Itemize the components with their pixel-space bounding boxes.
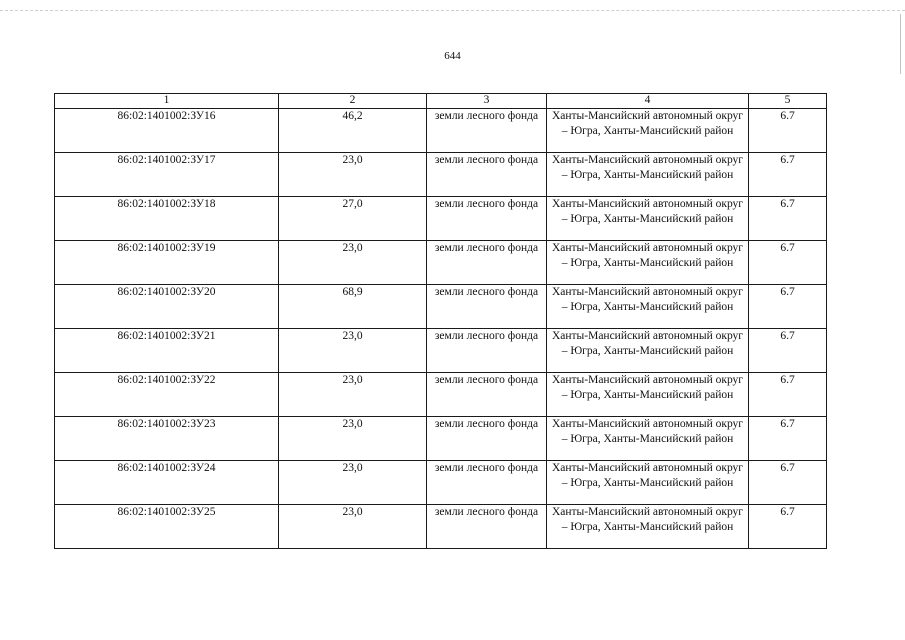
cell-code: 6.7 <box>749 285 827 329</box>
cell-cadastral-number: 86:02:1401002:ЗУ17 <box>55 153 279 197</box>
cell-location: Ханты-Мансийский автономный округ – Югра, Ханты-Мансийский район <box>547 505 749 549</box>
cell-area: 23,0 <box>279 461 427 505</box>
cell-land-category: земли лесного фонда <box>427 373 547 417</box>
cell-code: 6.7 <box>749 109 827 153</box>
cell-code: 6.7 <box>749 197 827 241</box>
cell-area: 23,0 <box>279 329 427 373</box>
table-body <box>55 109 827 549</box>
column-header-5: 5 <box>749 94 827 109</box>
cell-area: 23,0 <box>279 153 427 197</box>
cell-code: 6.7 <box>749 505 827 549</box>
column-header-2: 2 <box>279 94 427 109</box>
cell-area: 23,0 <box>279 241 427 285</box>
cell-location: Ханты-Мансийский автономный округ – Югра, Ханты-Мансийский район <box>547 197 749 241</box>
cell-land-category: земли лесного фонда <box>427 461 547 505</box>
table-row <box>55 153 827 197</box>
cell-code: 6.7 <box>749 417 827 461</box>
cell-area: 23,0 <box>279 505 427 549</box>
cell-location: Ханты-Мансийский автономный округ – Югра, Ханты-Мансийский район <box>547 461 749 505</box>
scan-artifact-right-line <box>900 14 901 74</box>
page-number: 644 <box>444 50 461 62</box>
cell-cadastral-number: 86:02:1401002:ЗУ18 <box>55 197 279 241</box>
table-row <box>55 417 827 461</box>
column-header-4: 4 <box>547 94 749 109</box>
column-header-1: 1 <box>55 94 279 109</box>
cell-cadastral-number: 86:02:1401002:ЗУ25 <box>55 505 279 549</box>
cell-location: Ханты-Мансийский автономный округ – Югра, Ханты-Мансийский район <box>547 417 749 461</box>
cell-land-category: земли лесного фонда <box>427 329 547 373</box>
cell-area: 46,2 <box>279 109 427 153</box>
cell-code: 6.7 <box>749 153 827 197</box>
table-row <box>55 461 827 505</box>
cell-area: 23,0 <box>279 417 427 461</box>
cell-land-category: земли лесного фонда <box>427 153 547 197</box>
cell-code: 6.7 <box>749 373 827 417</box>
cell-land-category: земли лесного фонда <box>427 285 547 329</box>
cell-land-category: земли лесного фонда <box>427 109 547 153</box>
cell-location: Ханты-Мансийский автономный округ – Югра, Ханты-Мансийский район <box>547 241 749 285</box>
table-row <box>55 241 827 285</box>
cell-land-category: земли лесного фонда <box>427 417 547 461</box>
cell-code: 6.7 <box>749 461 827 505</box>
table-row <box>55 329 827 373</box>
cell-cadastral-number: 86:02:1401002:ЗУ20 <box>55 285 279 329</box>
cell-location: Ханты-Мансийский автономный округ – Югра, Ханты-Мансийский район <box>547 109 749 153</box>
table-row <box>55 109 827 153</box>
cell-cadastral-number: 86:02:1401002:ЗУ19 <box>55 241 279 285</box>
scan-artifact-top-line <box>0 10 905 11</box>
table-row <box>55 373 827 417</box>
cell-location: Ханты-Мансийский автономный округ – Югра, Ханты-Мансийский район <box>547 285 749 329</box>
table-row <box>55 505 827 549</box>
cell-area: 68,9 <box>279 285 427 329</box>
cell-area: 27,0 <box>279 197 427 241</box>
cell-land-category: земли лесного фонда <box>427 197 547 241</box>
cell-cadastral-number: 86:02:1401002:ЗУ24 <box>55 461 279 505</box>
land-plots-table <box>54 93 827 549</box>
cell-cadastral-number: 86:02:1401002:ЗУ22 <box>55 373 279 417</box>
cell-area: 23,0 <box>279 373 427 417</box>
cell-cadastral-number: 86:02:1401002:ЗУ16 <box>55 109 279 153</box>
cell-location: Ханты-Мансийский автономный округ – Югра, Ханты-Мансийский район <box>547 153 749 197</box>
cell-code: 6.7 <box>749 241 827 285</box>
cell-location: Ханты-Мансийский автономный округ – Югра, Ханты-Мансийский район <box>547 329 749 373</box>
cell-cadastral-number: 86:02:1401002:ЗУ23 <box>55 417 279 461</box>
column-header-3: 3 <box>427 94 547 109</box>
cell-code: 6.7 <box>749 329 827 373</box>
table-row <box>55 285 827 329</box>
cell-location: Ханты-Мансийский автономный округ – Югра, Ханты-Мансийский район <box>547 373 749 417</box>
cell-land-category: земли лесного фонда <box>427 505 547 549</box>
cell-land-category: земли лесного фонда <box>427 241 547 285</box>
table-header-row <box>55 94 827 109</box>
table-row <box>55 197 827 241</box>
cell-cadastral-number: 86:02:1401002:ЗУ21 <box>55 329 279 373</box>
